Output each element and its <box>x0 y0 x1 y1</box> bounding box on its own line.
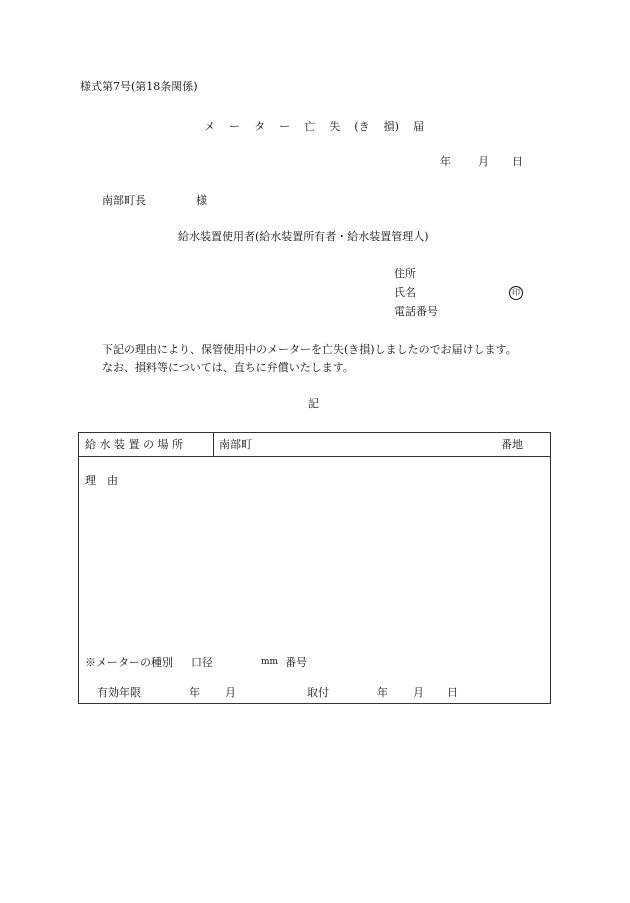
location-label: 給 水 装 置 の 場 所 <box>85 438 183 451</box>
install-day: 日 <box>447 686 458 699</box>
applicant-label: 給水装置使用者(給水装置所有者・給水装置管理人) <box>178 230 429 243</box>
name-label: 氏名 <box>394 286 416 299</box>
date-month: 月 <box>478 155 489 168</box>
title-char: 損) <box>383 120 399 133</box>
title-char: タ <box>254 120 266 133</box>
title-char: 届 <box>412 120 424 133</box>
document-title <box>204 121 424 132</box>
title-char: 失 <box>329 120 341 133</box>
location-banchi: 番地 <box>501 438 523 451</box>
valid-label: 有効年限 <box>97 686 141 699</box>
reason-field[interactable] <box>85 481 540 651</box>
row-divider <box>79 456 550 457</box>
meter-type-label: ※メーターの種別 <box>85 656 173 669</box>
number-label: 番号 <box>285 656 307 669</box>
date-year: 年 <box>440 155 451 168</box>
column-divider <box>213 433 214 456</box>
title-char: 亡 <box>304 120 316 133</box>
title-char: ー <box>279 120 291 133</box>
phone-label: 電話番号 <box>394 305 438 318</box>
caliber-label: 口径 <box>191 656 213 669</box>
install-label: 取付 <box>307 686 329 699</box>
address-label: 住所 <box>394 267 416 280</box>
ki-label: 記 <box>308 397 319 410</box>
seal-icon: 印 <box>509 286 523 300</box>
details-table <box>78 432 551 704</box>
title-char: (き <box>354 120 370 133</box>
title-char: ー <box>229 120 241 133</box>
install-year: 年 <box>377 686 388 699</box>
body-text-line: なお、損料等については、直ちに弁償いたします。 <box>102 361 354 374</box>
title-char: メ <box>204 120 215 133</box>
valid-month: 月 <box>225 686 236 699</box>
addressee-honorific: 様 <box>196 194 207 207</box>
body-text-line: 下記の理由により、保管使用中のメーターを亡失(き損)しましたのでお届けします。 <box>102 343 517 356</box>
date-day: 日 <box>512 155 523 168</box>
mm-unit: mm <box>261 657 279 667</box>
addressee-name: 南部町長 <box>102 194 146 207</box>
form-number: 様式第7号(第18条関係) <box>80 80 198 93</box>
valid-year: 年 <box>189 686 200 699</box>
reason-label: 理 由 <box>85 474 118 487</box>
location-town[interactable]: 南部町 <box>219 438 252 451</box>
install-month: 月 <box>413 686 424 699</box>
